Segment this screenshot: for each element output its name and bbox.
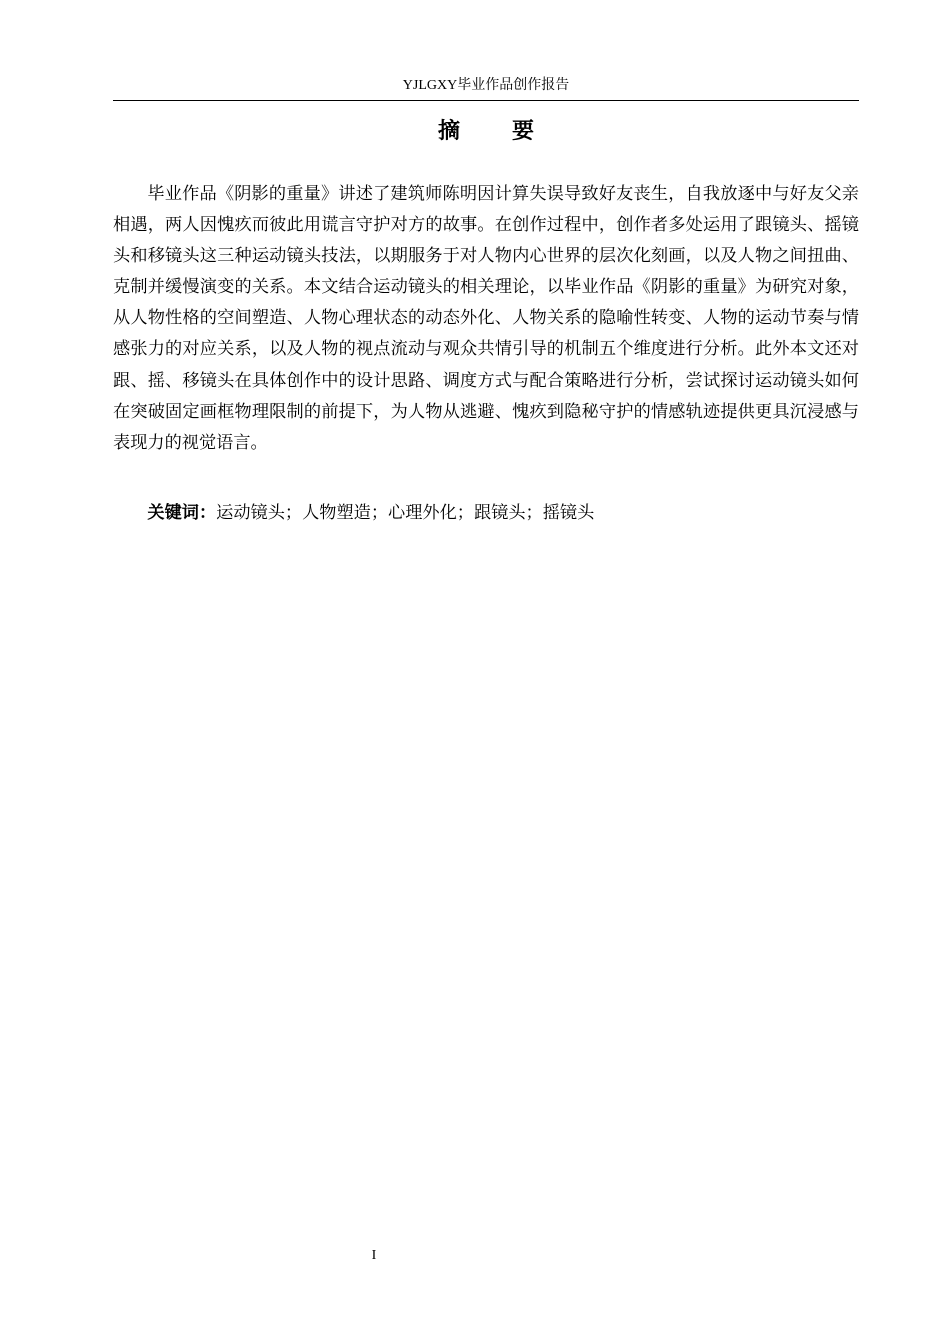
header-divider xyxy=(113,100,859,101)
keywords-line xyxy=(113,498,859,529)
keywords-label: 关键词： xyxy=(147,503,217,523)
page-number: I xyxy=(371,1248,377,1263)
running-header: YJLGXY毕业作品创作报告 xyxy=(402,78,570,93)
page-title: 摘要 xyxy=(437,119,586,144)
keywords-value: 运动镜头；人物塑造；心理外化；跟镜头；摇镜头 xyxy=(216,503,595,523)
abstract-body: 毕业作品《阴影的重量》讲述了建筑师陈明因计算失误导致好友丧生，自我放逐中与好友父亲相遇，两人因愧疚而彼此用谎言守护对方的故事。在创作过程中，创作者多处运用了跟镜头、摇镜头和移镜头这三种运动镜头技法，以期服务于对人物内心世界的层次化刻画，以及人物之间扭曲、克制并缓慢演变的关系。本文结合运动镜头的相关理论，以毕业作品《阴影的重量》为研究对象，从人物性格的空间塑造、人物心理状态的动态外化、人物关系的隐喻性转变、人物的运动节奏与情感张力的对应关系，以及人物的视点流动与观众共情引导的机制五个维度进行分析。此外本文还对跟、摇、移镜头在具体创作中的设计思路、调度方式与配合策略进行分析，尝试探讨运动镜头如何在突破固定画框物理限制的前提下，为人物从逃避、愧疚到隐秘守护的情感轨迹提供更具沉浸感与表现力的视觉语言。 xyxy=(113,184,859,453)
